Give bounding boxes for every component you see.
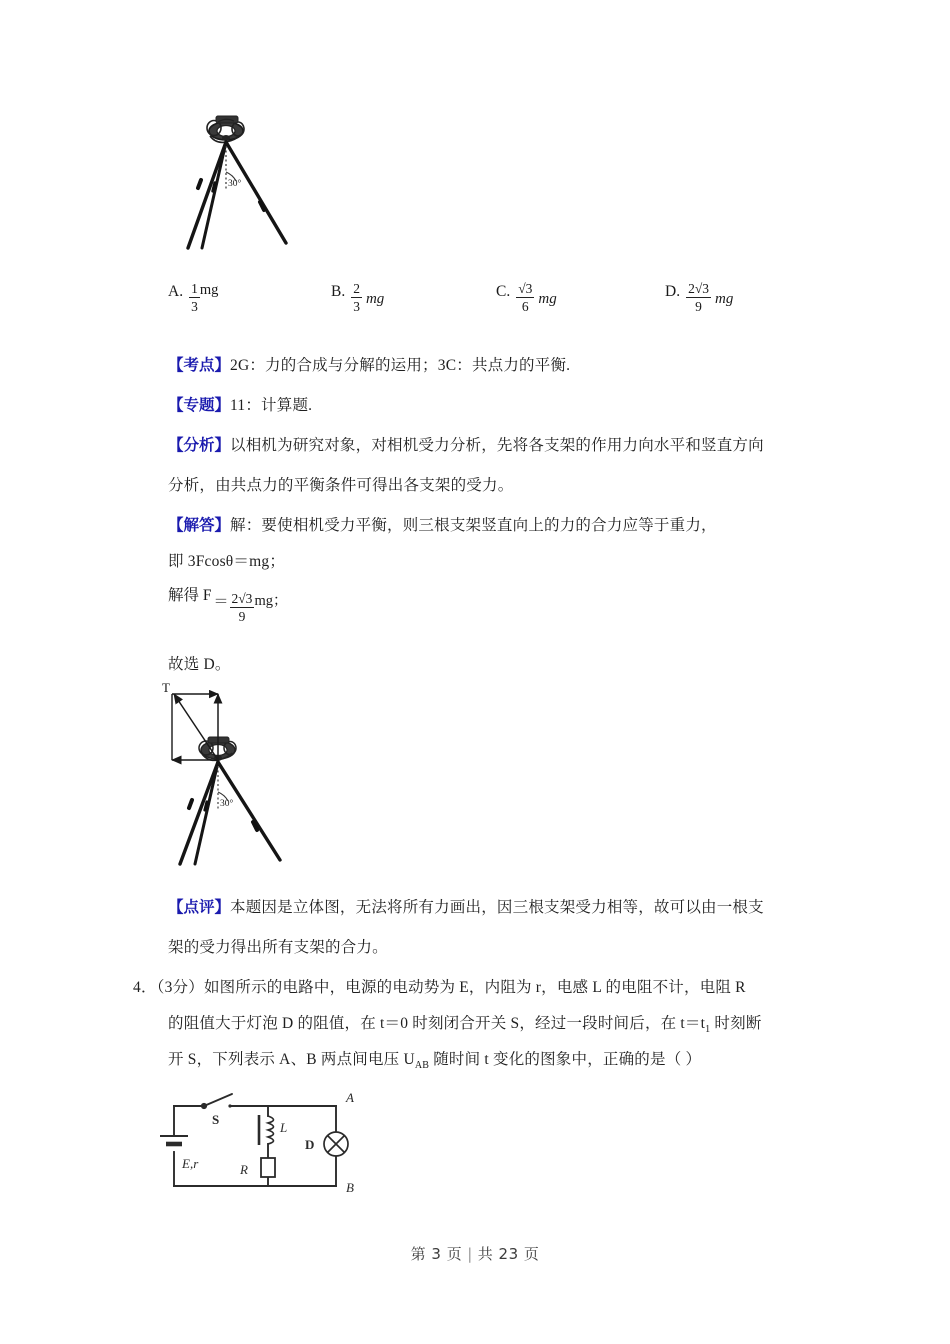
choice-D-numerator: 2√3 xyxy=(688,281,709,296)
question4-subscript-ab: AB xyxy=(414,1060,430,1072)
source-label: E,r xyxy=(182,1156,199,1171)
solve-unit: mg； xyxy=(254,593,288,609)
choice-B-denominator: 3 xyxy=(353,299,360,314)
choice-C[interactable] xyxy=(496,283,557,315)
question4-stem-line1 xyxy=(133,978,746,998)
solve-denominator: 9 xyxy=(238,609,246,624)
solve-fraction-group xyxy=(213,591,288,626)
kaodian-tag: 【考点】 xyxy=(168,357,231,374)
jieda-text-line2: 即 3Fcosθ＝mg； xyxy=(168,553,286,570)
force-angle-label: 30° xyxy=(220,799,234,809)
circuit-svg xyxy=(160,1088,390,1198)
footer-total-pages: 共 23 页 xyxy=(477,1245,540,1263)
page-footer xyxy=(0,1243,950,1264)
choice-C-denominator: 6 xyxy=(521,299,529,314)
choice-D-fraction xyxy=(686,282,711,314)
question4-score: （3分） xyxy=(156,979,204,996)
choice-A-denominator: 3 xyxy=(191,299,198,314)
choice-A-fraction xyxy=(189,282,200,314)
fenxi-tag: 【分析】 xyxy=(168,437,231,454)
choice-D-unit: mg xyxy=(715,290,734,307)
tripod-force-svg xyxy=(160,682,350,872)
resistor-label: R xyxy=(240,1162,248,1177)
jieda-text: 解：要使相机受力平衡，则三根支架竖直向上的力的合力应等于重力， xyxy=(230,517,717,534)
footer-separator: | xyxy=(467,1245,473,1263)
footer-current-page: 第 3 页 xyxy=(410,1245,463,1263)
switch-label: S xyxy=(212,1112,220,1127)
dianping-text-line2: 架的受力得出所有支架的合力。 xyxy=(168,939,388,956)
question4-stem-line3 xyxy=(168,1050,701,1076)
force-vector-label-T: T xyxy=(162,682,170,695)
choice-D-denominator: 9 xyxy=(695,299,702,314)
tripod-svg xyxy=(168,98,338,258)
question4-number: 4． xyxy=(133,979,157,996)
dianping-text: 本题因是立体图，无法将所有力画出，因三根支架受力相等，故可以由一根支 xyxy=(230,899,764,916)
choice-B-unit: mg xyxy=(365,290,385,307)
circuit-figure xyxy=(160,1088,390,1198)
section-zhuanti xyxy=(168,396,312,416)
jieda-tag: 【解答】 xyxy=(168,517,231,534)
question4-stem-line2 xyxy=(168,1014,762,1040)
node-label-A: A xyxy=(346,1090,354,1105)
section-kaodian xyxy=(168,356,570,376)
fenxi-text-line2: 分析，由共点力的平衡条件可得出各支架的受力。 xyxy=(168,477,514,494)
choice-B-numerator: 2 xyxy=(353,281,360,296)
inductor-label: L xyxy=(280,1120,288,1135)
angle-label-30: 30° xyxy=(228,179,242,189)
lamp-symbol xyxy=(324,1132,348,1156)
question4-stem-text3: 开 S，下列表示 A、B 两点间电压 U xyxy=(168,1051,415,1068)
kaodian-text: 2G：力的合成与分解的运用；3C：共点力的平衡. xyxy=(230,357,571,374)
question4-stem-text1: 如图所示的电路中，电源的电动势为 E，内阻为 r，电感 L 的电阻不计，电阻 R xyxy=(203,979,746,996)
choice-B-letter: B. xyxy=(331,283,346,300)
choice-A-numerator: 1 xyxy=(191,281,198,296)
choice-D-letter: D. xyxy=(665,283,681,300)
question4-stem-text3-tail: 随时间 t 变化的图象中，正确的是（ ） xyxy=(429,1051,702,1068)
choice-B-fraction xyxy=(351,282,362,314)
zhuanti-text: 11：计算题. xyxy=(230,397,313,414)
answer-choices xyxy=(168,283,808,331)
solve-equation xyxy=(168,586,288,624)
resistor-symbol xyxy=(261,1158,275,1177)
fenxi-text: 以相机为研究对象，对相机受力分析，先将各支架的作用力向水平和竖直方向 xyxy=(230,437,764,454)
choice-C-fraction xyxy=(516,282,534,314)
question4-stem-text2-tail: 时刻断 xyxy=(710,1015,762,1032)
choice-A-letter: A. xyxy=(168,283,184,300)
node-label-B: B xyxy=(346,1180,354,1195)
choice-C-unit: mg xyxy=(538,290,557,307)
solve-lead: 解得 F xyxy=(168,587,212,604)
choice-D[interactable] xyxy=(665,283,733,315)
answer-line: 故选 D。 xyxy=(168,656,231,673)
battery-symbol xyxy=(160,1136,188,1144)
solve-numerator: 2√3 xyxy=(231,591,253,606)
switch-symbol xyxy=(201,1094,232,1109)
choice-C-letter: C. xyxy=(496,283,511,300)
lamp-label: D xyxy=(305,1137,315,1152)
choice-B[interactable] xyxy=(331,283,384,315)
section-fenxi xyxy=(168,436,764,456)
choice-A[interactable] xyxy=(168,283,218,315)
choice-C-numerator: √3 xyxy=(518,281,533,296)
question4-stem-text2: 的阻值大于灯泡 D 的阻值，在 t＝0 时刻闭合开关 S，经过一段时间后，在 t＝t xyxy=(168,1015,706,1032)
solve-equals: ＝ xyxy=(213,594,229,610)
tripod-figure xyxy=(168,98,338,258)
section-jieda xyxy=(168,516,717,536)
section-dianping xyxy=(168,898,764,918)
tripod-force-figure xyxy=(160,682,350,872)
inductor-symbol xyxy=(259,1115,274,1145)
question4-subscript-t1: 1 xyxy=(705,1024,711,1036)
solve-fraction xyxy=(230,592,255,624)
dianping-tag: 【点评】 xyxy=(168,899,231,916)
choice-A-unit: mg xyxy=(199,282,219,298)
zhuanti-tag: 【专题】 xyxy=(168,397,231,414)
